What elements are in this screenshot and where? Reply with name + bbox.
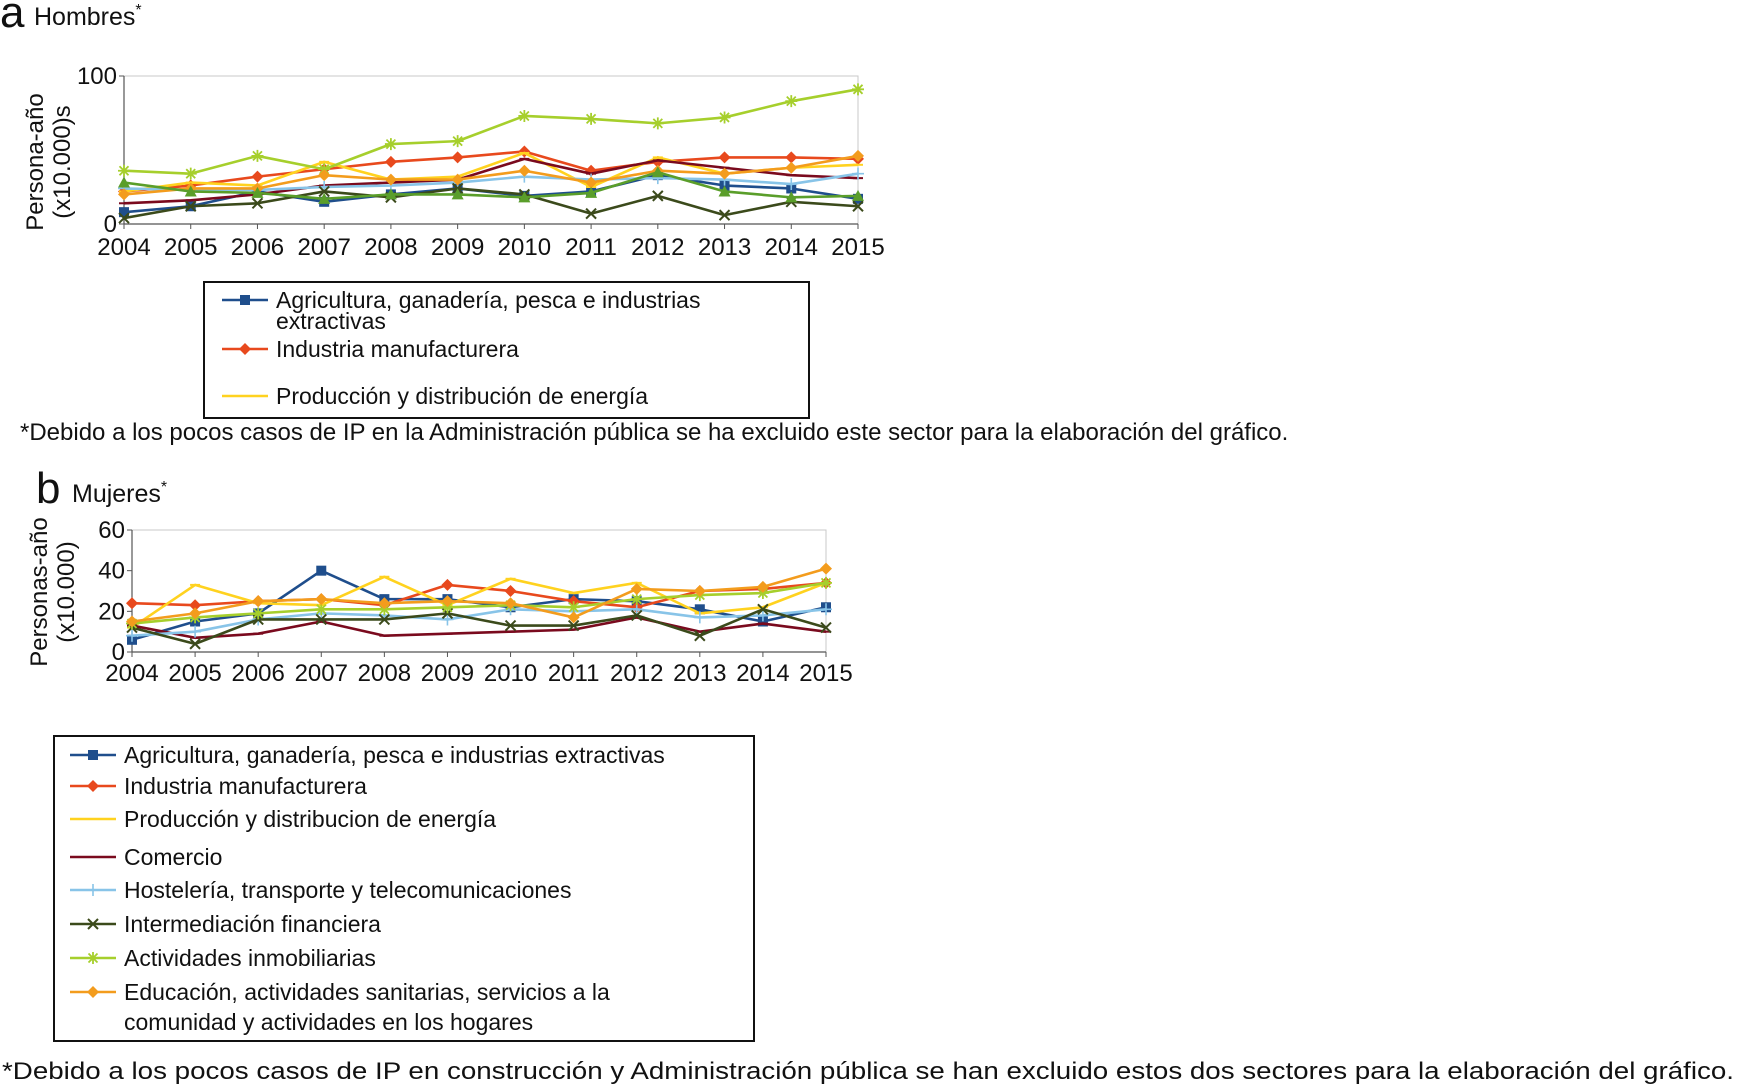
series-line xyxy=(124,89,858,173)
legend-item xyxy=(222,336,519,362)
legend-swatch-marker xyxy=(239,343,251,355)
x-tick-label: 2012 xyxy=(631,234,685,261)
x-tick-label: 2006 xyxy=(230,234,285,261)
x-tick-label: 2009 xyxy=(430,234,485,261)
legend-label: Producción y distribución de energía xyxy=(276,383,649,409)
x-tick-label: 2006 xyxy=(231,660,285,687)
legend-label: Educación, actividades sanitarias, servicios a la xyxy=(124,979,610,1005)
legend-label: Hostelería, transporte y telecomunicaciones xyxy=(124,877,572,903)
x-tick-label: 2011 xyxy=(565,234,617,261)
x-tick-label: 2013 xyxy=(673,660,727,687)
legend-label: Agricultura, ganadería, pesca e industrias xyxy=(276,287,701,313)
x-tick-label: 2007 xyxy=(297,234,351,261)
data-point xyxy=(185,168,197,180)
x-tick-label: 2015 xyxy=(831,234,885,261)
chart-panel-b xyxy=(2,464,1734,1085)
y-axis-label: Persona-año xyxy=(22,93,49,231)
legend-label: Actividades inmobiliarias xyxy=(124,945,376,971)
panel-a-legend xyxy=(222,287,700,409)
legend-item xyxy=(70,742,665,768)
panel-b-legend xyxy=(70,742,665,1035)
legend-label: comunidad y actividades en los hogares xyxy=(124,1009,534,1035)
data-point xyxy=(585,113,597,125)
x-tick-label: 2009 xyxy=(420,660,475,687)
x-tick-label: 2008 xyxy=(357,660,412,687)
panel-a-title-marker: * xyxy=(135,2,142,19)
data-point xyxy=(785,151,797,163)
data-point xyxy=(316,566,326,576)
data-point xyxy=(820,577,832,589)
legend-item xyxy=(70,945,376,971)
y-axis-label: Personas-año xyxy=(26,517,53,667)
legend-item xyxy=(70,773,367,799)
panel-a-letter: a xyxy=(0,0,25,37)
panel-a-title-text: Hombres xyxy=(34,3,136,31)
y-tick-label: 100 xyxy=(76,63,117,90)
x-tick-label: 2013 xyxy=(697,234,752,261)
legend-swatch-marker xyxy=(240,295,250,305)
legend-item xyxy=(222,383,648,409)
legend-swatch-marker xyxy=(87,884,99,896)
x-tick-label: 2005 xyxy=(168,660,222,687)
data-point xyxy=(505,585,517,597)
legend-label: Comercio xyxy=(124,844,223,870)
data-point xyxy=(441,579,453,591)
x-tick-label: 2012 xyxy=(610,660,664,687)
data-point xyxy=(452,135,464,147)
data-point xyxy=(518,110,530,122)
y-axis-label: (x10.000)s xyxy=(49,105,76,219)
data-point xyxy=(252,607,264,619)
data-point xyxy=(719,111,731,123)
data-point xyxy=(252,595,264,607)
data-point xyxy=(126,597,138,609)
legend-label: Industria manufacturera xyxy=(124,773,367,799)
y-tick-label: 0 xyxy=(103,211,117,238)
x-tick-label: 2005 xyxy=(164,234,218,261)
legend-label: extractivas xyxy=(276,308,386,334)
legend-swatch-marker xyxy=(87,780,99,792)
data-point xyxy=(118,165,130,177)
legend-item xyxy=(222,287,700,334)
y-tick-label: 0 xyxy=(111,639,125,666)
legend-label: Intermediación financiera xyxy=(124,911,381,937)
data-point xyxy=(251,150,263,162)
legend-item xyxy=(70,979,610,1035)
panel-b-title-text: Mujeres xyxy=(72,480,161,508)
legend-swatch-marker xyxy=(87,986,99,998)
panel-a-footnote: *Debido a los pocos casos de IP en la Administración pública se ha excluido este sector para la elaboración del gráfico. xyxy=(20,419,1289,446)
x-tick-label: 2014 xyxy=(736,660,790,687)
panel-b-letter: b xyxy=(36,464,61,513)
panel-b-footnote: *Debido a los pocos casos de IP en construcción y Administración pública se han excluido estos dos sectores para la elaboración del gráfico. xyxy=(2,1058,1735,1085)
data-point xyxy=(251,171,263,183)
legend-item xyxy=(70,911,381,937)
x-tick-label: 2004 xyxy=(105,660,159,687)
legend-item xyxy=(70,844,222,870)
x-tick-label: 2010 xyxy=(497,234,552,261)
panel-a-plot xyxy=(22,63,885,261)
panel-a-title xyxy=(34,2,142,31)
y-axis-label: (x10.000) xyxy=(53,541,80,643)
legend-item xyxy=(70,877,571,903)
legend-label: Industria manufacturera xyxy=(276,336,519,362)
panel-b-plot xyxy=(26,517,853,687)
chart-panel-a xyxy=(0,0,1288,446)
panel-b-title xyxy=(72,479,167,508)
data-point xyxy=(785,95,797,107)
data-point xyxy=(385,156,397,168)
data-point xyxy=(785,162,797,174)
legend-swatch-marker xyxy=(88,750,98,760)
x-tick-label: 2008 xyxy=(364,234,418,261)
data-point xyxy=(385,138,397,150)
legend-label: Producción y distribucion de energía xyxy=(124,806,497,832)
data-point xyxy=(518,165,530,177)
data-point xyxy=(452,151,464,163)
y-tick-label: 20 xyxy=(98,598,125,626)
data-point xyxy=(652,117,664,129)
x-tick-label: 2014 xyxy=(764,234,818,261)
x-tick-label: 2007 xyxy=(294,660,348,687)
data-point xyxy=(820,563,832,575)
legend-swatch-marker xyxy=(87,952,99,964)
x-tick-label: 2004 xyxy=(97,234,151,261)
panel-b-title-marker: * xyxy=(160,479,168,496)
x-tick-label: 2010 xyxy=(483,660,538,687)
x-tick-label: 2011 xyxy=(547,660,600,687)
data-point xyxy=(852,83,864,95)
data-point xyxy=(719,151,731,163)
y-tick-label: 40 xyxy=(98,557,125,585)
x-tick-label: 2015 xyxy=(799,660,853,687)
legend-item xyxy=(70,806,496,832)
plot-frame xyxy=(124,76,858,224)
legend-label: Agricultura, ganadería, pesca e industrias extractivas xyxy=(124,742,665,768)
y-tick-label: 60 xyxy=(98,517,125,544)
